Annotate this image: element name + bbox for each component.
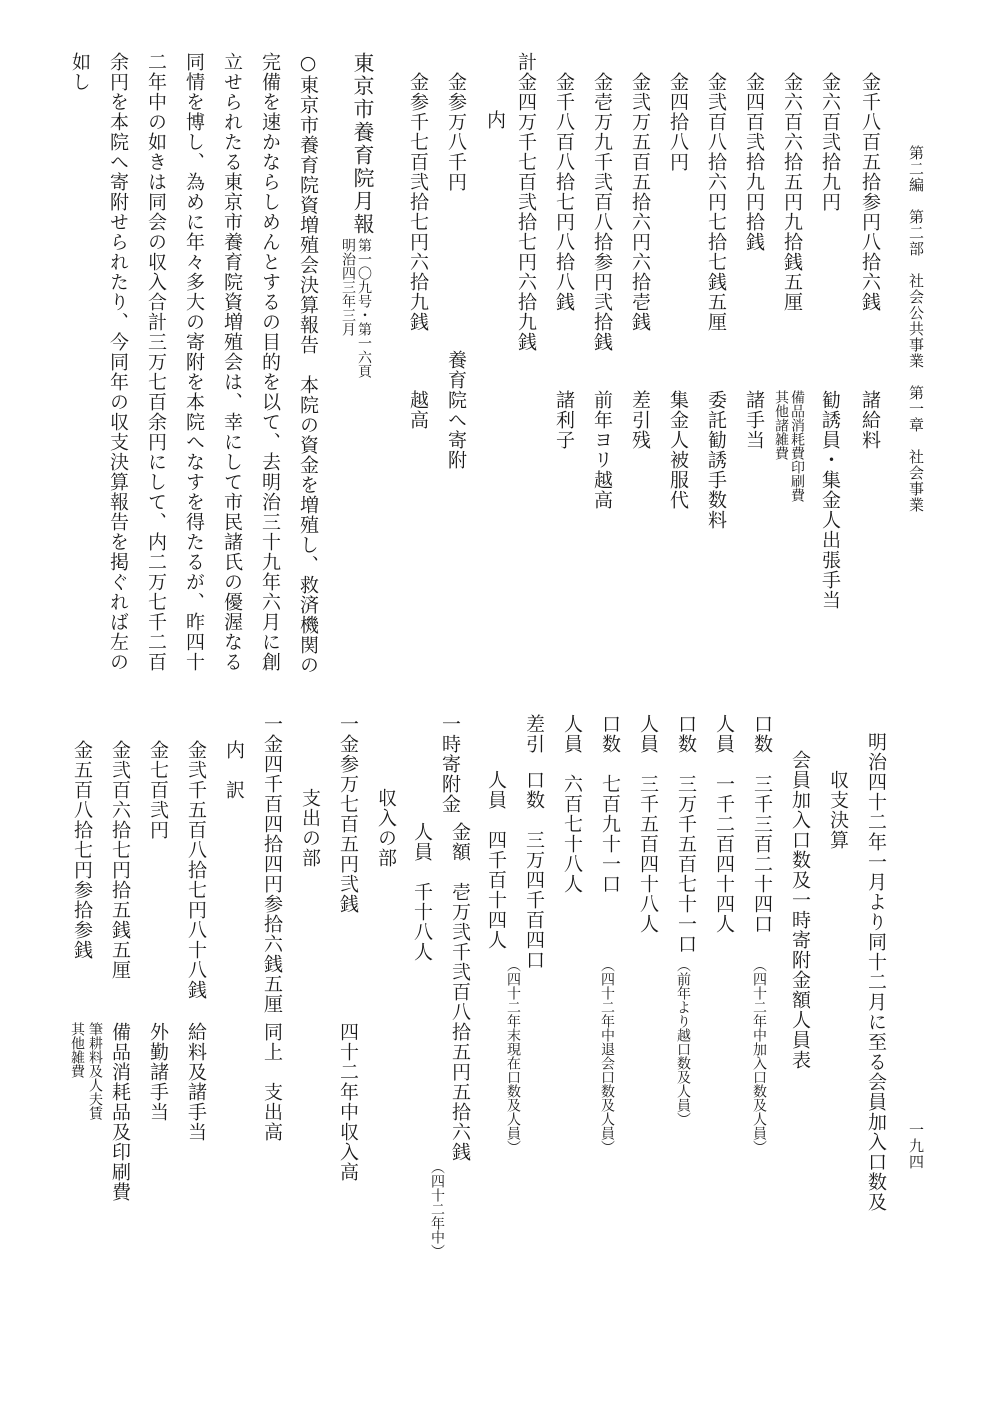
breakdown-heading: 内 <box>484 110 506 130</box>
section-heading: 明治四十二年一月より同十二月に至る会員加入口数及 <box>865 732 887 1212</box>
body-text-line: 余円を本院へ寄附せられたり、今同年の収支決算報告を掲ぐれば左の <box>107 52 129 672</box>
amount: 金弐万五百五拾六円六拾壱銭 <box>629 72 651 332</box>
breakdown-heading: 内 訳 <box>223 740 245 800</box>
amount: 金千八百五拾参円八拾六銭 <box>859 72 881 312</box>
row-head: 差引 <box>523 714 545 754</box>
ledger-label: 外勤諸手当 <box>147 1022 169 1122</box>
body-text-line: 二年中の如きは同会の収入合計三万七百余円にして、内二万七千二百 <box>145 52 167 672</box>
ledger-label: 筆耕料及人夫賃 <box>87 1022 103 1120</box>
count-row: 金額 壱万弐千弐百八拾五円五拾六銭 <box>449 822 471 1162</box>
running-header: 第二編 第二部 社会公共事業 第一章 社会事業 <box>907 145 925 513</box>
body-text-line: ○東京市養育院資増殖会決算報告 本院の資金を増殖し、救済機関の <box>297 52 319 675</box>
count-row: 口数 三千三百二十四口 <box>751 714 773 934</box>
count-note: （四十二年中退会口数及人員） <box>599 958 615 1154</box>
ledger-label: 諸利子 <box>553 390 575 450</box>
ledger-label: 其他雑費 <box>69 1022 85 1078</box>
amount: 金千八百八拾七円八拾八銭 <box>553 72 575 312</box>
ledger-label: 諸手当 <box>743 390 765 450</box>
subsection-heading: 収入の部 <box>375 788 397 868</box>
ledger-label: 差引残 <box>629 390 651 450</box>
amount: 金弐百六拾七円拾五銭五厘 <box>109 740 131 980</box>
table-heading: 会員加入口数及一時寄附金額人員表 <box>789 750 811 1070</box>
section-heading: 収支決算 <box>827 770 849 850</box>
page-number: 一九四 <box>907 1122 925 1170</box>
count-note: （四十二年末現在口数及人員） <box>505 958 521 1154</box>
body-text-line: 如し <box>69 52 91 92</box>
amount: 金六百六拾五円九拾銭五厘 <box>781 72 803 312</box>
ledger-label: 備品消耗費印刷費 <box>789 390 805 502</box>
ledger-label: 諸給料 <box>859 390 881 450</box>
count-row: 口数 三万四千百四口 <box>523 770 545 970</box>
body-text-line: 立せられたる東京市養育院資増殖会は、幸にして市民諸氏の優渥なる <box>221 52 243 672</box>
amount: 金五百八拾七円参拾参銭 <box>71 740 93 960</box>
count-row: 口数 七百九十一口 <box>599 714 621 894</box>
ledger-label: 同上 支出高 <box>261 1022 283 1142</box>
amount: 金弐百八拾六円七拾七銭五厘 <box>705 72 727 332</box>
ledger-label: 越高 <box>407 390 429 430</box>
row-head: 一時寄附金 <box>439 714 461 814</box>
ledger-label: 勧誘員・集金人出張手当 <box>819 390 841 610</box>
count-note: （前年より越口数及人員） <box>675 958 691 1126</box>
amount: 金参万八千円 <box>445 72 467 192</box>
amount: 金壱万九千弐百八拾参円弐拾銭 <box>591 72 613 352</box>
amount: 金六百弐拾九円 <box>819 72 841 212</box>
amount: 金四拾八円 <box>667 72 689 172</box>
count-row: 人員 六百七十八人 <box>561 714 583 894</box>
total-amount: 計金四万千七百弐拾七円六拾九銭 <box>515 52 537 352</box>
count-note: （四十二年中） <box>429 1160 445 1258</box>
source-title: 東京市養育院月報 <box>351 52 375 236</box>
source-date: 明治四三年三月 <box>340 238 356 336</box>
count-row: 人員 千十八人 <box>411 822 433 962</box>
amount: 一金参万七百五円弐銭 <box>337 714 359 914</box>
body-text-line: 完備を速かならしめんとするの目的を以て、去明治三十九年六月に創 <box>259 52 281 672</box>
subsection-heading: 支出の部 <box>299 788 321 868</box>
ledger-label: 四十二年中収入高 <box>337 1022 359 1182</box>
body-text-line: 同情を博し、為めに年々多大の寄附を本院へなすを得たるが、昨四十 <box>183 52 205 672</box>
amount: 一金四千百四拾四円参拾六銭五厘 <box>261 714 283 1014</box>
ledger-label: 委託勧誘手数料 <box>705 390 727 530</box>
count-row: 人員 四千百十四人 <box>485 770 507 950</box>
amount: 金七百弐円 <box>147 740 169 840</box>
count-row: 口数 三万千五百七十一口 <box>675 714 697 954</box>
ledger-label: 集金人被服代 <box>667 390 689 510</box>
ledger-line <box>860 72 879 312</box>
count-note: （四十二年中加入口数及人員） <box>751 958 767 1154</box>
ledger-label: 給料及諸手当 <box>185 1022 207 1142</box>
amount: 金弐千五百八拾七円八十八銭 <box>185 740 207 1000</box>
ledger-label: 前年ヨリ越高 <box>591 390 613 510</box>
ledger-label: 備品消耗品及印刷費 <box>109 1022 131 1202</box>
amount: 金参千七百弐拾七円六拾九銭 <box>407 72 429 332</box>
amount: 金四百弐拾九円拾銭 <box>743 72 765 252</box>
ledger-label: 養育院へ寄附 <box>445 350 467 470</box>
count-row: 人員 一千二百四十四人 <box>713 714 735 934</box>
count-row: 人員 三千五百四十八人 <box>637 714 659 934</box>
source-reference: 第一〇九号・第一六頁 <box>356 238 372 378</box>
ledger-label: 其他諸雑費 <box>773 390 789 460</box>
